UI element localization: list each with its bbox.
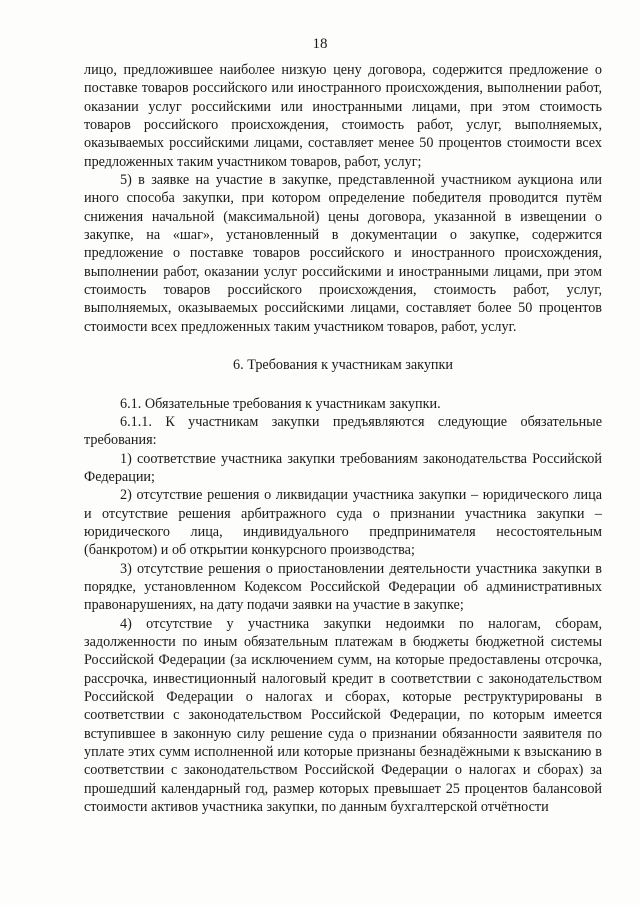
page-number: 18 [312,36,328,52]
subsection-6-1-1: 6.1.1. К участникам закупки предъявляются следующие обязательные требования: [84,413,602,449]
requirement-2: 2) отсутствие решения о ликвидации участника закупки – юридического лица и отсутствие решения арбитражного суда о признании участника закупки – юридического лица, индивидуального предпринимателя несостоятельным (банкротом) и об открытии конкурсного производства; [84,487,602,559]
requirement-3: 3) отсутствие решения о приостановлении деятельности участника закупки в порядке, установленном Кодексом Российской Федерации об административных правонарушениях, на дату подачи заявки на участие в закупке; [84,560,602,614]
section-heading: 6. Требования к участникам закупки [233,357,453,374]
paragraph-continuation: лицо, предложившее наиболее низкую цену договора, содержится предложение о поставке товаров российского или иностранного происхождения, выполнении работ, оказании услуг российскими или иностранными лицами, при этом стоимость товаров российского происхождения, стоимость работ, услуг, выполняемых, оказываемых российскими лицами, составляет менее 50 процентов стоимости всех предложенных таким участником товаров, работ, услуг; [84,62,602,170]
document-body [84,61,602,816]
requirement-1: 1) соответствие участника закупки требованиям законодательства Российской Федерации; [84,450,602,485]
requirement-4: 4) отсутствие у участника закупки недоимки по налогам, сборам, задолженности по иным обязательным платежам в бюджеты бюджетной системы Российской Федерации (за исключением сумм, на которые предоставлены отсрочка, рассрочка, инвестиционный налоговый кредит в соответствии с законодательством Российской Федерации о налогах и сборах, которые реструктурированы в соответствии с законодательством Российской Федерации, по которым имеется вступившее в законную силу решение суда о признании обязанности заявителя по уплате этих сумм исполненной или которые признаны безнадёжными к взысканию в соответствии с законодательством Российской Федерации о налогах и сборах) за прошедший календарный год, размер которых превышает 25 процентов балансовой стоимости активов участника закупки, по данным бухгалтерской отчётности [84,615,602,816]
subsection-6-1: 6.1. Обязательные требования к участникам закупки. [120,395,441,412]
paragraph-item-5: 5) в заявке на участие в закупке, представленной участником аукциона или иного способа закупки, при котором определение победителя проводится путём снижения начальной (максимальной) цены договора, указанной в извещении о закупке, на «шаг», установленный в документации о закупке, содержится предложение о поставке товаров российского и иностранного происхождения, выполнении работ, оказании услуг российскими и иностранными лицами, при этом стоимость товаров российского происхождения, стоимость работ, услуг, выполняемых, оказываемых российскими лицами, составляет более 50 процентов стоимости всех предложенных таким участником товаров, работ, услуг. [84,172,602,335]
